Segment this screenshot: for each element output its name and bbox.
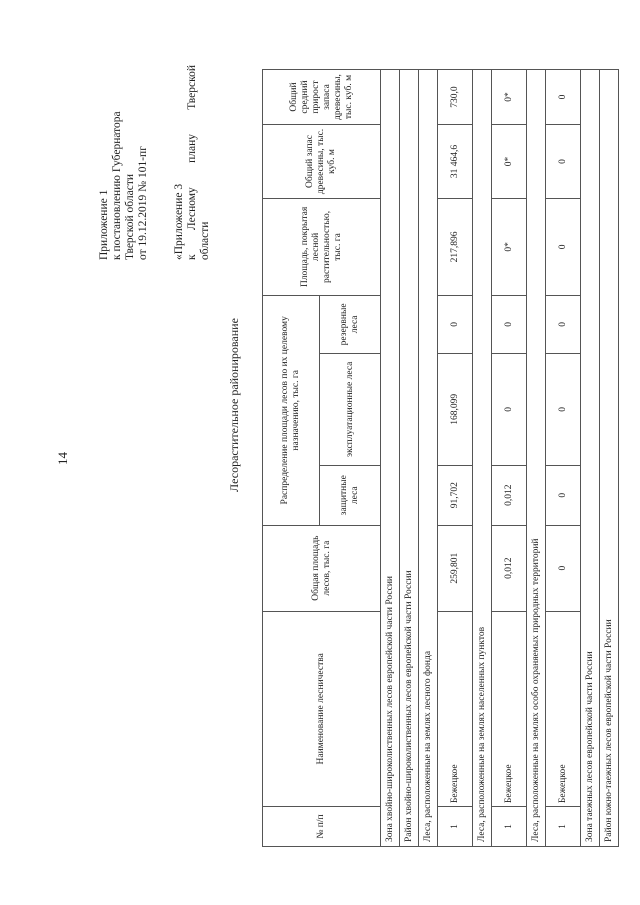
section-row: Зона хвойно-широколиственных лесов европейской части России (381, 70, 400, 847)
table-row (492, 70, 527, 847)
cell-protective: 0 (546, 465, 581, 525)
cell-name: Бежецкое (438, 611, 473, 807)
header-name: Наименование лесничества (263, 611, 381, 807)
header-distribution: Распределение площади лесов по их целевому назначению, тыс. га (263, 295, 320, 525)
cell-name: Бежецкое (492, 611, 527, 807)
cell-num: 1 (492, 807, 527, 847)
table-row (546, 70, 581, 847)
approval-line: к постановлению Губернатора (111, 111, 123, 260)
table-row (438, 70, 473, 847)
header-num: № п/п (263, 807, 381, 847)
approval-line: Тверской области (124, 174, 136, 260)
section-row: Леса, расположенные на землях населенных пунктов (473, 70, 492, 847)
section-row: Леса, расположенные на землях особо охраняемых природных территорий (527, 70, 546, 847)
cell-protective: 91,702 (438, 465, 473, 525)
header-protective: защитные леса (320, 465, 381, 525)
approval-line: от 19.12.2019 № 101-пг (137, 146, 149, 260)
header-forested-area: Площадь, покрытая лесной растительностью, тыс. га (263, 198, 381, 295)
cell-forested: 0* (492, 198, 527, 295)
section-row: Зона таежных лесов европейской части России (581, 70, 600, 847)
approval-block (98, 111, 150, 260)
cell-growth: 0* (492, 70, 527, 125)
forest-zoning-table (262, 69, 619, 847)
header-reserve: резервные леса (320, 295, 381, 353)
cell-name: Бежецкое (546, 611, 581, 807)
header-total-area: Общая площадь лесов, тыс. га (263, 525, 381, 611)
cell-exploitation: 168,099 (438, 353, 473, 465)
appendix-line: области (199, 221, 211, 260)
cell-stock: 31 464,6 (438, 125, 473, 199)
cell-stock: 0 (546, 125, 581, 199)
cell-reserve: 0 (438, 295, 473, 353)
cell-protective: 0,012 (492, 465, 527, 525)
cell-exploitation: 0 (492, 353, 527, 465)
page-number: 14 (55, 452, 70, 465)
appendix-line: к Лесному плану Тверской (186, 65, 198, 260)
approval-line: Приложение 1 (98, 189, 110, 260)
appendix-block (173, 65, 212, 260)
header-avg-growth: Общий средний прирост запаса древесины, тыс. куб. м (263, 70, 381, 125)
appendix-line: «Приложение 3 (173, 183, 185, 260)
cell-forested: 0 (546, 198, 581, 295)
cell-reserve: 0 (546, 295, 581, 353)
cell-total: 0,012 (492, 525, 527, 611)
cell-total: 0 (546, 525, 581, 611)
section-row: Район южно-таежных лесов европейской части России (600, 70, 619, 847)
cell-exploitation: 0 (546, 353, 581, 465)
cell-reserve: 0 (492, 295, 527, 353)
section-row: Район хвойно-широколиственных лесов европейской части России (400, 70, 419, 847)
cell-growth: 0 (546, 70, 581, 125)
cell-num: 1 (438, 807, 473, 847)
header-exploitation: эксплуатационные леса (320, 353, 381, 465)
header-total-stock: Общий запас древесины, тыс. куб. м (263, 125, 381, 199)
cell-growth: 730,0 (438, 70, 473, 125)
cell-stock: 0* (492, 125, 527, 199)
cell-total: 259,801 (438, 525, 473, 611)
section-row: Леса, расположенные на землях лесного фонда (419, 70, 438, 847)
cell-forested: 217,896 (438, 198, 473, 295)
cell-num: 1 (546, 807, 581, 847)
table-title: Лесорастительное районирование (227, 318, 241, 492)
